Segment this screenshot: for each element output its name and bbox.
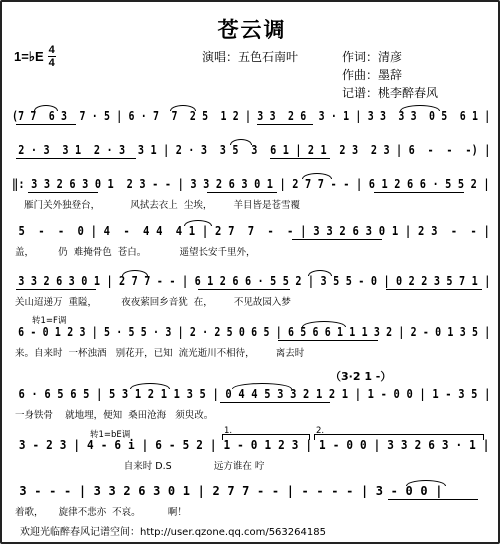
beam [16,158,136,159]
staff-row-1: (7 7 6 3 7 · 5 | 6 · 7 7 2 5 1 2 | 3 3 2 6 3 · 1 | 3 3 3 3 0 5 6 1 | [12,109,491,123]
key-prefix: 1= [14,49,29,64]
staff-row-9: 3 - - - | 3 3 2 6 3 0 1 | 2 7 7 - - | - - - - | 3 - 0 0 | [12,484,443,498]
slur [230,139,252,145]
slur [170,105,196,111]
beam [270,158,330,159]
staff-row-4: 5 - - 0 | 4 - 4 4 4 1 | 2 7 7 - - | 3 3 2 6 3 0 1 | 2 3 - - | [12,224,491,238]
lyric-row-7: 一身铁骨 就地埋，便知 桑田沧海 须臾改。 [12,410,214,421]
lyric-row-8: 自来时 D.S 远方谁在 咛 [12,461,265,472]
lyric-row-3: 雁门关外独登台， 风拭去衣上 尘埃， 羊目皆是苍雪覆 [12,200,300,211]
staff-row-3: ‖: 3 3 2 6 3 0 1 2 3 - - | 3 3 2 6 3 0 1 | 2 7 7 - - | 6 1 2 6 6 · 5 5 2 | [12,177,490,191]
beam [16,289,96,290]
volta-2: 2. [316,426,325,436]
modulation-mark-2: 转1=bE调 [90,430,131,440]
staff-row-6: 6 - 0 1 2 3 | 5 · 5 5 · 3 | 2 · 2 5 0 6 5 | 6 5 6 6 1 1 1 3 2 | 2 - 0 1 3 5 | [12,325,491,339]
beam [207,192,277,193]
beam [386,289,482,290]
beam [16,124,76,125]
beam [198,289,290,290]
beam [257,124,313,125]
lyric-row-5: 关山迢递万 重隘， 夜夜萦回乡音犹 在， 不见故园入梦 [12,297,291,308]
composer-credit: 作曲：墨辞 [342,68,403,82]
footer-text: 欢迎光临醉春风记谱空间：http://user.qzone.qq.com/563264185 [20,527,326,538]
beam [28,192,98,193]
staff-row-7: 6 · 6 5 6 5 | 5 3 1 2 1 1 3 5 | 0 4 4 5 3 3 2 1 2 1 | 1 - 0 0 | 1 - 3 5 | [12,387,491,401]
time-unit: 4 [48,57,55,69]
slur [308,270,332,276]
beam [220,402,330,403]
slur [34,105,58,111]
beam [388,499,478,500]
slur [130,383,170,389]
time-signature [48,45,56,68]
slur [302,173,332,179]
key-signature [14,45,56,68]
staff-row-8: 3 - 2 3 | 4 - 6 i | 6 - 5 2 | 1 - 0 1 2 3 | 1 - 0 0 | 3 3 2 6 3 · 1 | [12,438,490,452]
modulation-mark-1: 转1=F调 [32,316,67,326]
time-beats: 4 [48,44,55,56]
volta-1: 1. [224,426,233,436]
lyric-row-4: 盖， 仍 难掩骨色 苍白。 遥望长安千里外， [12,247,277,258]
song-title: 苍云调 [217,17,287,42]
transcriber-credit: 记谱：桃李醉春风 [342,86,439,100]
slur [122,270,148,276]
slur [400,105,440,111]
lyricist-credit: 作词：清彦 [342,50,403,64]
staff-row-2: 2 · 3 3 1 2 · 3 3 1 | 2 · 3 3 5 3 6 1 | 2 1 2 3 2 3 | 6 - - -) | [12,143,491,157]
slur [232,383,292,389]
staff-row-5: 3 3 2 6 3 0 1 | 2 7 7 - - | 6 1 2 6 6 · 5 5 2 | 3 5 5 - 0 | 0 2 2 3 5 7 1 | [12,274,491,288]
singer-credit: 演唱：五色石南叶 [202,50,299,64]
slur [184,220,212,226]
slur [302,321,346,327]
key-tone: ♭E [28,48,44,64]
lyric-row-6: 来。自来时 一杯浊酒 别花开，已知 流光逝川不相待， 离去时 [12,348,305,359]
beam [278,340,378,341]
beam [374,192,464,193]
slur [406,480,446,486]
lyric-row-9: 着歌， 旋律不悲亦 不哀。 啊！ [12,507,187,518]
beam [292,239,382,240]
inner-repeat-mark: （3·2 1 -） [330,370,392,383]
